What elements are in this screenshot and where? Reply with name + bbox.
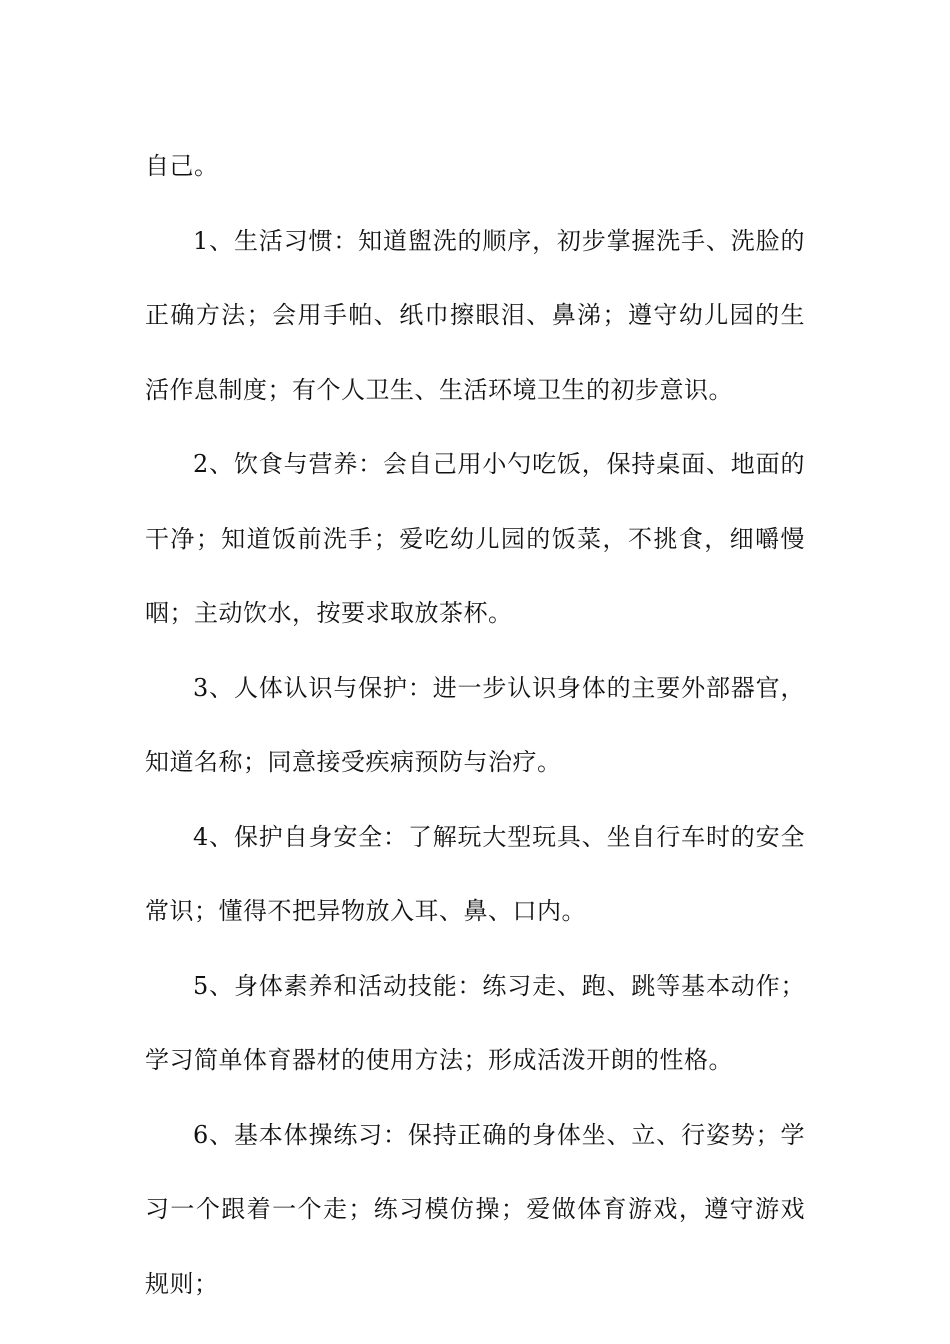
document-body	[145, 129, 805, 1321]
paragraph-personal-safety: 4、保护自身安全：了解玩大型玩具、坐自行车时的安全常识；懂得不把异物放入耳、鼻、口内。	[145, 822, 805, 925]
paragraph-diet-nutrition: 2、饮食与营养：会自己用小勺吃饭，保持桌面、地面的干净；知道饭前洗手；爱吃幼儿园的饭菜，不挑食，细嚼慢咽；主动饮水，按要求取放茶杯。	[145, 450, 805, 627]
paragraph-body-awareness: 3、人体认识与保护：进一步认识身体的主要外部器官，知道名称；同意接受疾病预防与治疗。	[145, 673, 805, 776]
paragraph-gymnastics: 6、基本体操练习：保持正确的身体坐、立、行姿势；学习一个跟着一个走；练习模仿操；爱做体育游戏，遵守游戏规则；	[145, 1120, 805, 1298]
paragraph-physical-skills: 5、身体素养和活动技能：练习走、跑、跳等基本动作；学习简单体育器材的使用方法；形成活泼开朗的性格。	[145, 971, 805, 1074]
paragraph-living-habits: 1、生活习惯：知道盥洗的顺序，初步掌握洗手、洗脸的正确方法；会用手帕、纸巾擦眼泪、鼻涕；遵守幼儿园的生活作息制度；有个人卫生、生活环境卫生的初步意识。	[145, 226, 805, 404]
paragraph-continuation: 自己。	[145, 152, 219, 180]
